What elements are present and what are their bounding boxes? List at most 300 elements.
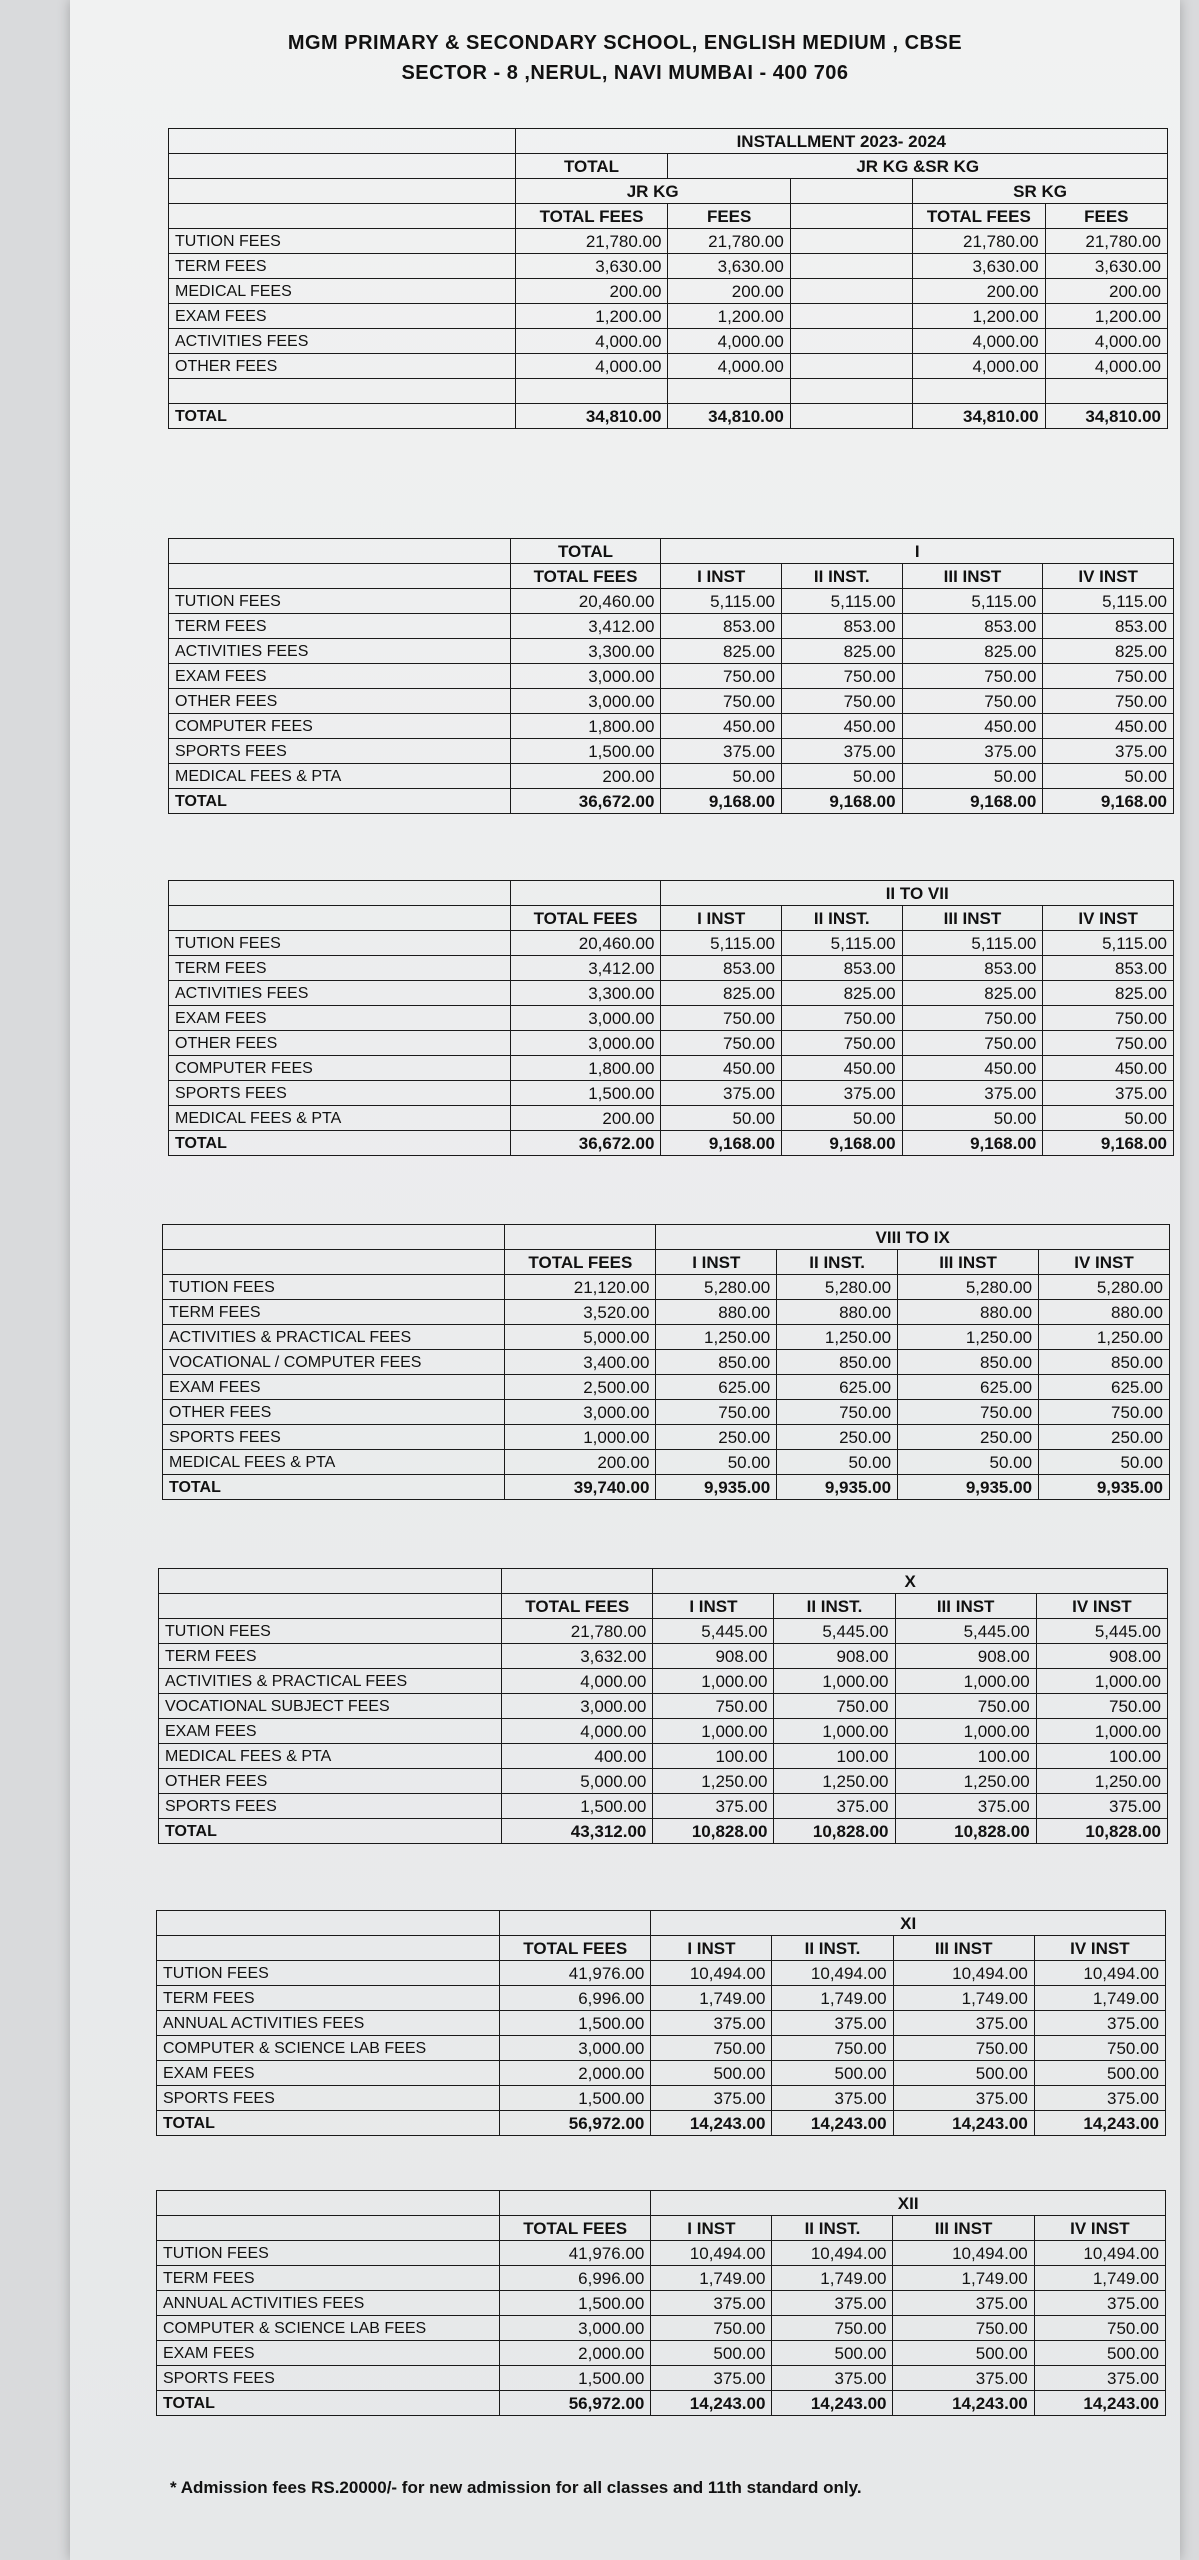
fee-value: 4,000.00 xyxy=(515,329,668,354)
table-row xyxy=(163,1350,1170,1375)
table-row xyxy=(169,956,1174,981)
total-value: 56,972.00 xyxy=(500,2391,651,2416)
fee-value: 1,800.00 xyxy=(510,714,661,739)
fee-value: 750.00 xyxy=(902,664,1043,689)
fee-value: 1,800.00 xyxy=(510,1056,661,1081)
fee-label: COMPUTER FEES xyxy=(169,714,511,739)
fee-value: 375.00 xyxy=(772,2086,893,2111)
column-header: FEES xyxy=(1045,204,1167,229)
total-row xyxy=(163,1475,1170,1500)
table-row xyxy=(159,1719,1168,1744)
fee-value: 5,000.00 xyxy=(505,1325,656,1350)
fee-value: 5,280.00 xyxy=(656,1275,777,1300)
fee-label: VOCATIONAL SUBJECT FEES xyxy=(159,1694,502,1719)
fee-label: TUTION FEES xyxy=(159,1619,502,1644)
column-header: III INST xyxy=(895,1594,1036,1619)
fee-value: 50.00 xyxy=(661,1106,782,1131)
column-header: I INST xyxy=(661,906,782,931)
total-value: 9,168.00 xyxy=(902,1131,1043,1156)
table-row xyxy=(163,1425,1170,1450)
total-value: 9,935.00 xyxy=(898,1475,1039,1500)
total-value: 14,243.00 xyxy=(772,2111,893,2136)
fee-value: 375.00 xyxy=(902,739,1043,764)
column-header: FEES xyxy=(668,204,790,229)
fee-value: 375.00 xyxy=(893,2366,1034,2391)
fee-label: OTHER FEES xyxy=(159,1769,502,1794)
fee-value: 21,120.00 xyxy=(505,1275,656,1300)
column-header: TOTAL FEES xyxy=(515,204,668,229)
fee-label: TERM FEES xyxy=(169,614,511,639)
fee-value: 200.00 xyxy=(1045,279,1167,304)
column-header: I INST xyxy=(651,1936,772,1961)
fee-value: 100.00 xyxy=(774,1744,895,1769)
fee-value: 750.00 xyxy=(777,1400,898,1425)
table-row xyxy=(169,229,1168,254)
fee-value: 3,000.00 xyxy=(510,664,661,689)
fee-value: 375.00 xyxy=(782,1081,903,1106)
fee-value: 375.00 xyxy=(1036,1794,1167,1819)
total-label: TOTAL xyxy=(157,2391,500,2416)
column-header: II INST. xyxy=(777,1250,898,1275)
fee-value: 750.00 xyxy=(902,1006,1043,1031)
fee-value: 1,250.00 xyxy=(898,1325,1039,1350)
fee-value: 375.00 xyxy=(774,1794,895,1819)
fee-value: 1,000.00 xyxy=(1036,1719,1167,1744)
fee-value: 825.00 xyxy=(661,639,782,664)
fee-value: 625.00 xyxy=(777,1375,898,1400)
fee-value: 750.00 xyxy=(1043,1031,1174,1056)
installment-title: INSTALLMENT 2023- 2024 xyxy=(515,129,1167,154)
fee-value: 1,500.00 xyxy=(500,2011,651,2036)
fee-label: TERM FEES xyxy=(157,1986,500,2011)
table-row xyxy=(157,2341,1166,2366)
fee-value: 200.00 xyxy=(515,279,668,304)
fee-value: 1,749.00 xyxy=(1034,2266,1165,2291)
fee-value: 3,000.00 xyxy=(500,2036,651,2061)
fee-value: 825.00 xyxy=(782,981,903,1006)
fee-value: 750.00 xyxy=(651,2036,772,2061)
fee-value: 500.00 xyxy=(1034,2061,1165,2086)
fee-value: 1,500.00 xyxy=(502,1794,653,1819)
fee-value: 853.00 xyxy=(1043,956,1174,981)
fee-value: 3,300.00 xyxy=(510,639,661,664)
fee-label: TUTION FEES xyxy=(157,1961,500,1986)
total-row xyxy=(159,1819,1168,1844)
column-header: II INST. xyxy=(774,1594,895,1619)
total-label: TOTAL xyxy=(510,539,661,564)
fee-value: 450.00 xyxy=(782,1056,903,1081)
fee-value: 34,810.00 xyxy=(913,404,1046,429)
fee-value: 375.00 xyxy=(1034,2291,1165,2316)
fee-value: 5,445.00 xyxy=(653,1619,774,1644)
fee-value: 853.00 xyxy=(782,956,903,981)
fee-value: 3,632.00 xyxy=(502,1644,653,1669)
column-header: TOTAL FEES xyxy=(505,1250,656,1275)
fee-value: 200.00 xyxy=(668,279,790,304)
fee-value: 3,630.00 xyxy=(913,254,1046,279)
fee-value: 1,250.00 xyxy=(774,1769,895,1794)
total-label xyxy=(500,2191,651,2216)
fee-label: OTHER FEES xyxy=(169,1031,511,1056)
fee-value: 10,494.00 xyxy=(772,2241,893,2266)
total-label: TOTAL xyxy=(159,1819,502,1844)
fee-value: 4,000.00 xyxy=(913,354,1046,379)
fee-value: 3,000.00 xyxy=(500,2316,651,2341)
fee-value: 50.00 xyxy=(1039,1450,1170,1475)
school-name: MGM PRIMARY & SECONDARY SCHOOL, ENGLISH MEDIUM , CBSE xyxy=(287,32,963,54)
table-row xyxy=(159,1794,1168,1819)
fee-value: 375.00 xyxy=(902,1081,1043,1106)
total-label: TOTAL xyxy=(169,789,511,814)
fee-label: VOCATIONAL / COMPUTER FEES xyxy=(163,1350,505,1375)
fee-value: 1,749.00 xyxy=(651,2266,772,2291)
column-header: II INST. xyxy=(782,564,903,589)
fee-value: 2,500.00 xyxy=(505,1375,656,1400)
fee-value: 750.00 xyxy=(774,1694,895,1719)
fee-label: TERM FEES xyxy=(169,956,511,981)
fee-value: 750.00 xyxy=(1043,689,1174,714)
fee-value: 1,250.00 xyxy=(895,1769,1036,1794)
column-header: III INST xyxy=(902,906,1043,931)
fee-value: 1,000.00 xyxy=(895,1719,1036,1744)
total-value: 10,828.00 xyxy=(895,1819,1036,1844)
fee-value: 4,000.00 xyxy=(668,354,790,379)
fee-value: 500.00 xyxy=(772,2061,893,2086)
fee-label: EXAM FEES xyxy=(159,1719,502,1744)
fee-value: 21,780.00 xyxy=(668,229,790,254)
fee-value: 200.00 xyxy=(505,1450,656,1475)
fee-value: 825.00 xyxy=(1043,639,1174,664)
fee-value: 375.00 xyxy=(653,1794,774,1819)
fee-value: 375.00 xyxy=(1043,739,1174,764)
fee-value: 375.00 xyxy=(1034,2011,1165,2036)
fee-value: 5,280.00 xyxy=(1039,1275,1170,1300)
fee-value: 50.00 xyxy=(1043,764,1174,789)
fee-value: 750.00 xyxy=(898,1400,1039,1425)
total-label: TOTAL xyxy=(169,1131,511,1156)
table-row xyxy=(169,764,1174,789)
total-value: 9,168.00 xyxy=(782,789,903,814)
fee-value: 750.00 xyxy=(895,1694,1036,1719)
table-row xyxy=(169,664,1174,689)
fee-label: EXAM FEES xyxy=(169,1006,511,1031)
fee-value: 750.00 xyxy=(661,664,782,689)
class-label: XII xyxy=(651,2191,1166,2216)
fee-label: ANNUAL ACTIVITIES FEES xyxy=(157,2011,500,2036)
fee-value: 3,520.00 xyxy=(505,1300,656,1325)
fee-value: 200.00 xyxy=(510,764,661,789)
table-row xyxy=(157,2036,1166,2061)
fee-value: 5,445.00 xyxy=(1036,1619,1167,1644)
class-fee-table-viii-ix xyxy=(162,1224,1170,1500)
fee-label: SPORTS FEES xyxy=(169,739,511,764)
fee-label: COMPUTER & SCIENCE LAB FEES xyxy=(157,2316,500,2341)
table-row xyxy=(159,1694,1168,1719)
fee-value: 500.00 xyxy=(651,2061,772,2086)
total-value: 9,168.00 xyxy=(782,1131,903,1156)
column-header: III INST xyxy=(893,2216,1034,2241)
total-label xyxy=(505,1225,656,1250)
fee-label: EXAM FEES xyxy=(163,1375,505,1400)
table-row xyxy=(169,714,1174,739)
table-row xyxy=(163,1375,1170,1400)
fee-label: TUTION FEES xyxy=(169,931,511,956)
fee-value: 850.00 xyxy=(898,1350,1039,1375)
fee-value: 20,460.00 xyxy=(510,589,661,614)
table-row xyxy=(159,1769,1168,1794)
fee-value: 1,250.00 xyxy=(1039,1325,1170,1350)
fee-value: 3,630.00 xyxy=(668,254,790,279)
fee-value: 625.00 xyxy=(898,1375,1039,1400)
class-fee-table-xi xyxy=(156,1910,1166,2136)
fee-label: EXAM FEES xyxy=(169,304,516,329)
fee-value: 908.00 xyxy=(895,1644,1036,1669)
table-row xyxy=(157,2061,1166,2086)
fee-label: OTHER FEES xyxy=(163,1400,505,1425)
table-row xyxy=(169,1106,1174,1131)
fee-value: 825.00 xyxy=(902,639,1043,664)
fee-value: 1,500.00 xyxy=(500,2086,651,2111)
fee-value: 375.00 xyxy=(661,739,782,764)
fee-value: 880.00 xyxy=(777,1300,898,1325)
column-header: I INST xyxy=(651,2216,772,2241)
fee-label: ANNUAL ACTIVITIES FEES xyxy=(157,2291,500,2316)
fee-value: 3,000.00 xyxy=(505,1400,656,1425)
fee-value: 1,250.00 xyxy=(653,1769,774,1794)
total-value: 43,312.00 xyxy=(502,1819,653,1844)
fee-label: COMPUTER FEES xyxy=(169,1056,511,1081)
column-header: II INST. xyxy=(772,2216,893,2241)
table-row xyxy=(169,689,1174,714)
fee-value: 1,000.00 xyxy=(505,1425,656,1450)
fee-value: 825.00 xyxy=(1043,981,1174,1006)
admission-footnote: * Admission fees RS.20000/- for new admission for all classes and 11th standard only. xyxy=(170,2478,862,2497)
fee-value: 1,749.00 xyxy=(772,1986,893,2011)
fee-value: 5,115.00 xyxy=(1043,931,1174,956)
column-header: IV INST xyxy=(1043,906,1174,931)
total-row xyxy=(157,2391,1166,2416)
column-header: IV INST xyxy=(1043,564,1174,589)
fee-value: 1,749.00 xyxy=(772,2266,893,2291)
fee-value: 10,494.00 xyxy=(651,1961,772,1986)
total-value: 14,243.00 xyxy=(1034,2391,1165,2416)
table-row xyxy=(169,981,1174,1006)
fee-value: 375.00 xyxy=(895,1794,1036,1819)
fee-value: 750.00 xyxy=(653,1694,774,1719)
fee-value: 4,000.00 xyxy=(502,1719,653,1744)
fee-value: 375.00 xyxy=(893,2011,1034,2036)
fee-value: 375.00 xyxy=(1034,2366,1165,2391)
fee-value: 3,630.00 xyxy=(1045,254,1167,279)
fee-value: 100.00 xyxy=(653,1744,774,1769)
fee-label: MEDICAL FEES & PTA xyxy=(169,1106,511,1131)
table-row xyxy=(169,614,1174,639)
fee-label: ACTIVITIES & PRACTICAL FEES xyxy=(163,1325,505,1350)
fee-label: EXAM FEES xyxy=(169,664,511,689)
fee-label: EXAM FEES xyxy=(157,2341,500,2366)
table-row xyxy=(169,254,1168,279)
fee-value: 3,300.00 xyxy=(510,981,661,1006)
fee-value: 750.00 xyxy=(656,1400,777,1425)
fee-value: 850.00 xyxy=(777,1350,898,1375)
fee-value: 825.00 xyxy=(661,981,782,1006)
table-row xyxy=(169,329,1168,354)
column-header: TOTAL FEES xyxy=(502,1594,653,1619)
table-row xyxy=(169,639,1174,664)
fee-value: 853.00 xyxy=(782,614,903,639)
table-row xyxy=(159,1744,1168,1769)
fee-value: 825.00 xyxy=(782,639,903,664)
fee-value: 3,630.00 xyxy=(515,254,668,279)
fee-value: 750.00 xyxy=(782,1006,903,1031)
fee-value: 5,115.00 xyxy=(902,931,1043,956)
total-value: 14,243.00 xyxy=(651,2111,772,2136)
total-value: 9,168.00 xyxy=(1043,789,1174,814)
fee-value: 750.00 xyxy=(893,2316,1034,2341)
fee-value: 4,000.00 xyxy=(502,1669,653,1694)
fee-value: 500.00 xyxy=(893,2341,1034,2366)
fee-value: 375.00 xyxy=(651,2366,772,2391)
fee-value: 5,445.00 xyxy=(895,1619,1036,1644)
fee-value: 1,250.00 xyxy=(777,1325,898,1350)
table-row xyxy=(169,1006,1174,1031)
fee-label: TERM FEES xyxy=(163,1300,505,1325)
fee-value: 1,200.00 xyxy=(913,304,1046,329)
fee-value: 50.00 xyxy=(902,1106,1043,1131)
table-row xyxy=(169,304,1168,329)
class-fee-table-xii xyxy=(156,2190,1166,2416)
fee-value: 500.00 xyxy=(772,2341,893,2366)
fee-value: 1,749.00 xyxy=(1034,1986,1165,2011)
column-header: IV INST xyxy=(1034,1936,1165,1961)
fee-value: 34,810.00 xyxy=(515,404,668,429)
fee-value: 750.00 xyxy=(893,2036,1034,2061)
total-label: TOTAL xyxy=(157,2111,500,2136)
fee-value: 3,000.00 xyxy=(502,1694,653,1719)
fee-value: 825.00 xyxy=(902,981,1043,1006)
fee-value: 375.00 xyxy=(651,2011,772,2036)
table-row xyxy=(157,2291,1166,2316)
total-value: 10,828.00 xyxy=(1036,1819,1167,1844)
table-row xyxy=(169,739,1174,764)
fee-value: 450.00 xyxy=(661,714,782,739)
fee-value: 375.00 xyxy=(1034,2086,1165,2111)
fee-value: 908.00 xyxy=(774,1644,895,1669)
fee-value: 100.00 xyxy=(895,1744,1036,1769)
total-value: 14,243.00 xyxy=(893,2391,1034,2416)
table-row xyxy=(157,2266,1166,2291)
fee-label: EXAM FEES xyxy=(157,2061,500,2086)
table-row xyxy=(163,1300,1170,1325)
class-fee-table-x xyxy=(158,1568,1168,1844)
fee-value: 50.00 xyxy=(1043,1106,1174,1131)
table-row xyxy=(169,1031,1174,1056)
fee-value: 5,115.00 xyxy=(661,589,782,614)
fee-value: 375.00 xyxy=(1043,1081,1174,1106)
fee-value: 850.00 xyxy=(1039,1350,1170,1375)
fee-value: 10,494.00 xyxy=(1034,1961,1165,1986)
fee-value: 375.00 xyxy=(772,2366,893,2391)
fee-value: 3,000.00 xyxy=(510,1031,661,1056)
total-value: 10,828.00 xyxy=(653,1819,774,1844)
fee-value: 250.00 xyxy=(656,1425,777,1450)
fee-value: 500.00 xyxy=(651,2341,772,2366)
column-header: TOTAL FEES xyxy=(500,1936,651,1961)
fee-value: 1,200.00 xyxy=(1045,304,1167,329)
fee-value: 5,115.00 xyxy=(902,589,1043,614)
kg-total-label: TOTAL xyxy=(515,154,668,179)
column-header: I INST xyxy=(661,564,782,589)
fee-value: 750.00 xyxy=(1043,664,1174,689)
column-header: II INST. xyxy=(772,1936,893,1961)
fee-value: 50.00 xyxy=(777,1450,898,1475)
column-header: I INST xyxy=(656,1250,777,1275)
table-row xyxy=(159,1669,1168,1694)
fee-label: TOTAL xyxy=(169,404,516,429)
total-label xyxy=(502,1569,653,1594)
fee-label: TUTION FEES xyxy=(163,1275,505,1300)
fee-value: 450.00 xyxy=(782,714,903,739)
fee-value: 375.00 xyxy=(772,2011,893,2036)
fee-value: 750.00 xyxy=(902,689,1043,714)
fee-value: 375.00 xyxy=(661,1081,782,1106)
fee-value: 1,749.00 xyxy=(893,1986,1034,2011)
total-value: 56,972.00 xyxy=(500,2111,651,2136)
fee-value: 5,445.00 xyxy=(774,1619,895,1644)
fee-structure-page xyxy=(70,0,1180,2560)
column-header: IV INST xyxy=(1039,1250,1170,1275)
school-header xyxy=(70,28,1180,88)
fee-label: TERM FEES xyxy=(159,1644,502,1669)
fee-value: 21,780.00 xyxy=(515,229,668,254)
fee-value: 750.00 xyxy=(1043,1006,1174,1031)
fee-value: 5,000.00 xyxy=(502,1769,653,1794)
table-row xyxy=(163,1450,1170,1475)
class-fee-table-ii-vii xyxy=(168,880,1174,1156)
fee-value: 400.00 xyxy=(502,1744,653,1769)
column-header: TOTAL FEES xyxy=(510,906,661,931)
fee-value: 375.00 xyxy=(772,2291,893,2316)
fee-value: 5,280.00 xyxy=(898,1275,1039,1300)
fee-label: ACTIVITIES FEES xyxy=(169,981,511,1006)
fee-value: 1,500.00 xyxy=(510,1081,661,1106)
table-row xyxy=(169,279,1168,304)
fee-label: TERM FEES xyxy=(157,2266,500,2291)
fee-value: 375.00 xyxy=(651,2086,772,2111)
table-row xyxy=(157,2011,1166,2036)
fee-value: 3,412.00 xyxy=(510,614,661,639)
fee-value: 200.00 xyxy=(913,279,1046,304)
fee-value: 21,780.00 xyxy=(1045,229,1167,254)
column-header: I INST xyxy=(653,1594,774,1619)
fee-value: 625.00 xyxy=(1039,1375,1170,1400)
fee-value: 375.00 xyxy=(893,2291,1034,2316)
class-label: II TO VII xyxy=(661,881,1174,906)
total-value: 9,168.00 xyxy=(902,789,1043,814)
fee-value: 5,280.00 xyxy=(777,1275,898,1300)
fee-label: OTHER FEES xyxy=(169,689,511,714)
total-row xyxy=(169,789,1174,814)
fee-value: 2,000.00 xyxy=(500,2341,651,2366)
class-label: I xyxy=(661,539,1174,564)
fee-value: 100.00 xyxy=(1036,1744,1167,1769)
total-row xyxy=(169,1131,1174,1156)
fee-value: 850.00 xyxy=(656,1350,777,1375)
fee-value: 750.00 xyxy=(1034,2036,1165,2061)
fee-value: 1,749.00 xyxy=(893,2266,1034,2291)
kg-group-label: JR KG &SR KG xyxy=(668,154,1168,179)
fee-value: 450.00 xyxy=(902,714,1043,739)
